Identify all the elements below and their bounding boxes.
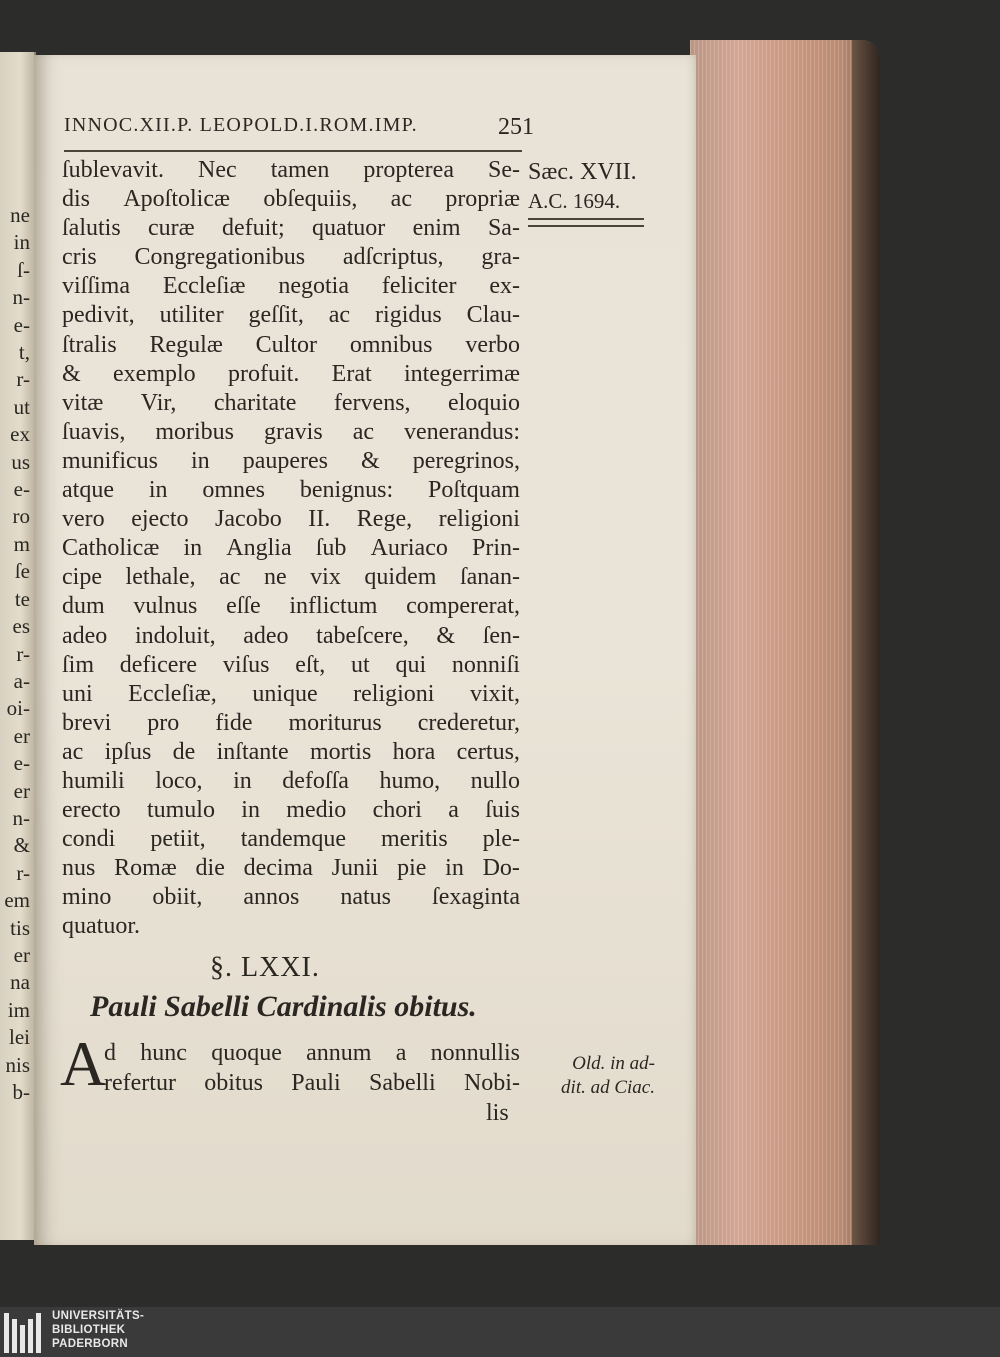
word: & [436, 622, 456, 649]
word: Junii [331, 855, 379, 882]
word: nus [62, 855, 96, 882]
word: in [233, 767, 252, 794]
word: propriæ [445, 186, 520, 213]
running-title: INNOC.XII.P. LEOPOLD.I.ROM.IMP. [64, 114, 418, 136]
word: in [148, 477, 168, 504]
word: religioni [438, 506, 520, 533]
word: ut [351, 651, 370, 678]
word: deficere [119, 651, 198, 678]
left-fragment: & [13, 833, 30, 858]
word: adeo [243, 622, 289, 649]
word: ſim [62, 651, 95, 678]
word: pedivit, [62, 302, 135, 329]
catchword: lis [486, 1100, 509, 1126]
word: venerandus: [404, 418, 520, 445]
text-line [62, 883, 520, 912]
word: quidem [364, 564, 437, 591]
word: & [62, 360, 81, 387]
word: moriturus [288, 709, 382, 736]
header-rule [64, 150, 522, 152]
word: nonnullis [430, 1040, 520, 1066]
word: refertur [104, 1070, 176, 1096]
left-fragment: n- [12, 805, 30, 830]
word: viſſima [62, 273, 130, 300]
text-line [62, 709, 520, 738]
word: in [183, 535, 203, 562]
word: decima [243, 855, 313, 882]
word: cris [62, 244, 97, 271]
word: defuit; [221, 215, 285, 242]
margin-date [528, 158, 652, 227]
word: petiit, [150, 826, 206, 853]
word: Vir, [140, 389, 177, 416]
saeculum: Sæc. XVII. [528, 159, 637, 185]
word: unique [252, 680, 318, 707]
word: ipſus [104, 738, 152, 765]
left-fragment: oi- [6, 696, 30, 721]
word: Clau- [466, 302, 520, 329]
text-line [62, 301, 520, 330]
word: curæ [148, 215, 195, 242]
word: a [395, 1040, 407, 1066]
word: natus [340, 884, 392, 911]
word: & [361, 447, 380, 474]
word: negotia [278, 273, 349, 300]
word: omnes [202, 477, 265, 504]
left-fragment: e- [13, 477, 30, 502]
word: ſexaginta [432, 884, 520, 911]
word: vulnus [133, 593, 198, 620]
word: Auriaco [370, 535, 448, 562]
word: loco, [155, 767, 203, 794]
word: Sabelli [368, 1070, 436, 1096]
word: fide [215, 709, 253, 736]
word: brevi [62, 709, 112, 736]
word: ſuavis, [62, 418, 126, 445]
word: Nobi- [463, 1070, 520, 1096]
word: atque [62, 477, 114, 504]
word: cipe [62, 564, 102, 591]
word: hunc [140, 1040, 187, 1066]
left-fragment: ſe [14, 559, 30, 584]
library-logo-icon [4, 1313, 46, 1353]
word: viſus [222, 651, 270, 678]
word: obiit, [152, 884, 203, 911]
word: indoluit, [134, 622, 216, 649]
text-line: quatuor. [62, 913, 140, 940]
left-fragment: ex [10, 422, 30, 447]
left-fragment: es [12, 614, 30, 639]
word: de [172, 738, 196, 765]
text-line [62, 331, 520, 360]
text-line [62, 796, 520, 825]
drop-cap: A [60, 1028, 107, 1099]
text-line [62, 389, 520, 418]
word: Erat [331, 360, 372, 387]
word: Apoſtolicæ [123, 186, 231, 213]
word: hora [392, 738, 436, 765]
word: obitus [204, 1070, 263, 1096]
word: d [104, 1040, 116, 1066]
word: a [448, 797, 459, 824]
main-text [62, 156, 520, 942]
word: Eccleſiæ [162, 273, 246, 300]
text-line [62, 563, 520, 592]
word: integerrimæ [404, 360, 520, 387]
word: quatuor [311, 215, 386, 242]
word: Cultor [255, 331, 317, 358]
word: condi [62, 826, 116, 853]
word: compererat, [406, 593, 520, 620]
text-line [104, 1068, 520, 1098]
word: pro [147, 709, 180, 736]
word: in [191, 447, 210, 474]
word: inſtante [216, 738, 289, 765]
word: tamen [270, 157, 330, 183]
word: ſublevavit. [62, 157, 164, 183]
citation-line-1: Old. in ad- [572, 1053, 655, 1074]
word: ac [390, 186, 412, 213]
word: adeo [62, 622, 108, 649]
word: Jacobo [215, 506, 282, 533]
word: geſſit, [248, 302, 304, 329]
word: Romæ [114, 855, 177, 882]
left-fragment: a- [13, 668, 30, 693]
left-fragment: e- [13, 312, 30, 337]
word: annos [243, 884, 300, 911]
word: humili [62, 767, 125, 794]
word: ac [62, 738, 84, 765]
word: eſſe [226, 593, 261, 620]
word: eſt, [295, 651, 326, 678]
word: charitate [213, 389, 297, 416]
word: Congregationibus [134, 244, 306, 271]
word: ple- [482, 826, 520, 853]
left-fragment: e- [13, 751, 30, 776]
text-line [62, 418, 520, 447]
left-fragment: ro [12, 504, 30, 529]
word: ne [263, 564, 287, 591]
text-line [62, 272, 520, 301]
word: adſcriptus, [342, 244, 444, 271]
word: Anglia [226, 535, 292, 562]
left-fragment: t, [18, 340, 30, 365]
library-footer [0, 1307, 1000, 1357]
word: Eccleſiæ, [128, 680, 217, 707]
word: Poſtquam [427, 477, 520, 504]
word: vitæ [62, 389, 104, 416]
word: annum [306, 1040, 372, 1066]
word: uni [62, 680, 93, 707]
left-fragment: na [10, 970, 30, 995]
word: medio [286, 797, 347, 824]
text-line [62, 534, 520, 563]
word: ſanan- [459, 564, 520, 591]
word: pauperes [242, 447, 328, 474]
word: defoſſa [282, 767, 349, 794]
word: in [241, 797, 260, 824]
margin-citation [520, 1052, 655, 1100]
left-fragment: ut [13, 394, 30, 419]
word: ac [219, 564, 241, 591]
word: ex- [489, 273, 520, 300]
word: profuit. [228, 360, 300, 387]
text-line [62, 738, 520, 767]
left-fragment: ſ- [17, 257, 30, 282]
page-number: 251 [498, 114, 534, 140]
word: erecto [62, 797, 121, 824]
text-line [62, 622, 520, 651]
word: gra- [481, 244, 520, 271]
word: mortis [309, 738, 372, 765]
text-line [62, 243, 520, 272]
word: ac [328, 302, 351, 329]
text-line [62, 360, 520, 389]
word: enim [412, 215, 461, 242]
word: ac [352, 418, 375, 445]
word: die [195, 855, 225, 882]
left-fragment: r- [16, 367, 30, 392]
word: verbo [465, 331, 520, 358]
text-line [62, 447, 520, 476]
left-fragment: us [11, 449, 30, 474]
word: in [445, 855, 464, 882]
word: ſub [315, 535, 347, 562]
word: nullo [470, 767, 520, 794]
word: ſuis [485, 797, 520, 824]
left-fragment: in [13, 230, 30, 255]
word: obſequiis, [263, 186, 358, 213]
word: Sa- [487, 215, 520, 242]
word: vix [310, 564, 341, 591]
left-fragment: er [13, 723, 30, 748]
left-fragment: r- [16, 641, 30, 666]
left-page-fragments [0, 202, 30, 1106]
margin-rule [528, 218, 644, 227]
word: peregrinos, [412, 447, 520, 474]
word: ſen- [482, 622, 520, 649]
left-fragment: r- [16, 860, 30, 885]
left-fragment: er [13, 778, 30, 803]
left-fragment: b- [12, 1080, 30, 1104]
word: religioni [353, 680, 435, 707]
left-fragment: nis [5, 1052, 30, 1077]
section-heading: Pauli Sabelli Cardinalis obitus. [90, 990, 477, 1023]
text-line [62, 185, 520, 214]
word: fervens, [333, 389, 411, 416]
text-line [62, 592, 520, 621]
section-text [104, 1038, 520, 1098]
word: ſtralis [62, 331, 117, 358]
left-fragment: em [4, 888, 30, 913]
word: nonniſi [451, 651, 520, 678]
left-fragment: te [14, 586, 30, 611]
left-fragment: tis [10, 915, 30, 940]
text-line [62, 505, 520, 534]
word: ſalutis [62, 215, 121, 242]
word: rigidus [375, 302, 442, 329]
word: omnibus [349, 331, 433, 358]
word: feliciter [381, 273, 457, 300]
word: Se- [488, 157, 520, 183]
word: tabeſcere, [316, 622, 409, 649]
text-line [62, 476, 520, 505]
word: munificus [62, 447, 158, 474]
word: ejecto [131, 506, 189, 533]
word: eloquio [448, 389, 520, 416]
word: moribus [155, 418, 235, 445]
word: Nec [198, 157, 237, 183]
word: dum [62, 593, 105, 620]
word: Do- [482, 855, 520, 882]
left-fragment: er [13, 942, 30, 967]
word: certus, [456, 738, 520, 765]
left-fragment: ne [10, 203, 30, 227]
running-header [64, 114, 534, 141]
citation-line-2: dit. ad Ciac. [561, 1077, 655, 1098]
word: tumulo [146, 797, 215, 824]
word: humo, [379, 767, 441, 794]
word: mino [62, 884, 112, 911]
word: utiliter [159, 302, 224, 329]
text-line [62, 680, 520, 709]
section-number: §. LXXI. [210, 952, 320, 983]
word: Catholicæ [62, 535, 160, 562]
word: gravis [264, 418, 323, 445]
word: II. [308, 506, 331, 533]
word: crederetur, [417, 709, 520, 736]
word: chori [372, 797, 422, 824]
word: exemplo [113, 360, 196, 387]
word: Rege, [356, 506, 413, 533]
word: qui [395, 651, 427, 678]
left-page-edge [0, 52, 36, 1240]
text-line [104, 1038, 520, 1068]
text-line [62, 214, 520, 243]
text-line [62, 156, 520, 185]
word: lethale, [125, 564, 196, 591]
library-name: UNIVERSITÄTS- BIBLIOTHEK PADERBORN [52, 1310, 145, 1350]
word: inflictum [289, 593, 378, 620]
word: Regulæ [149, 331, 223, 358]
word: vero [62, 506, 105, 533]
word: pie [397, 855, 427, 882]
word: Pauli [291, 1070, 341, 1096]
left-fragment: im [7, 997, 30, 1022]
word: meritis [381, 826, 448, 853]
text-line [62, 651, 520, 680]
left-fragment: lei [9, 1025, 30, 1050]
word: quoque [211, 1040, 282, 1066]
word: tandemque [240, 826, 346, 853]
word: vixit, [469, 680, 520, 707]
text-line [62, 854, 520, 883]
word: benignus: [299, 477, 394, 504]
book-cover [852, 40, 880, 1245]
word: dis [62, 186, 91, 213]
text-line [62, 767, 520, 796]
word: Prin- [472, 535, 520, 562]
left-fragment: m [13, 531, 30, 556]
page-edges [690, 40, 880, 1245]
anno-christi: A.C. 1694. [528, 189, 621, 213]
text-line [62, 825, 520, 854]
word: propterea [363, 157, 454, 183]
left-fragment: n- [12, 285, 30, 310]
